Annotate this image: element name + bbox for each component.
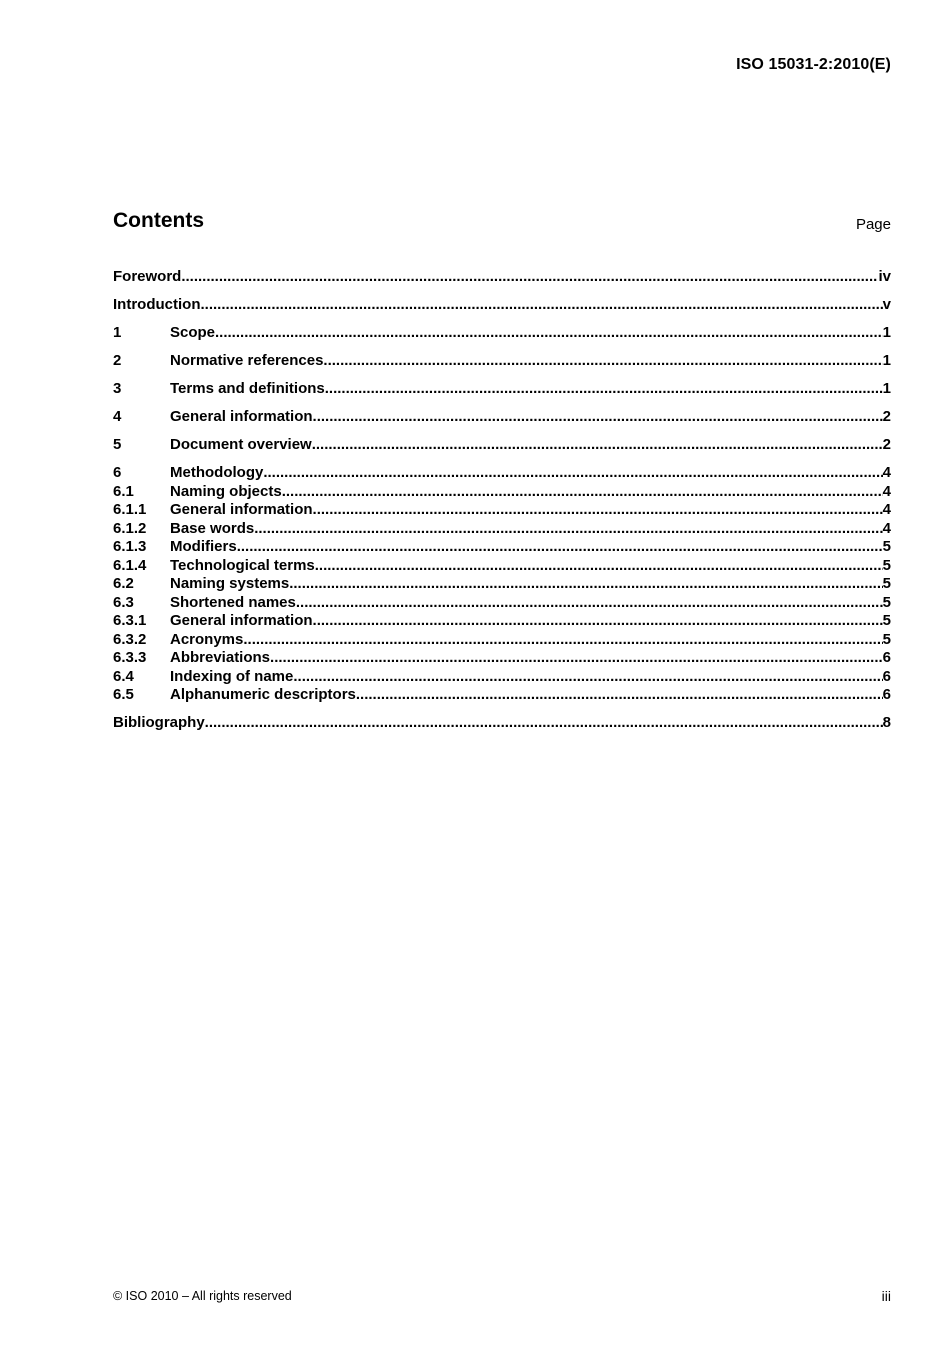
toc-entry[interactable]: [113, 408, 891, 427]
toc-dot-leader: [323, 352, 882, 369]
toc-entry-number: 6.3.1: [113, 612, 147, 629]
toc-dot-leader: [356, 686, 883, 703]
toc-entry-page: 2: [882, 408, 891, 425]
toc-entry-number: 6.3.3: [113, 649, 147, 666]
toc-entry-page: 8: [882, 714, 891, 731]
toc-dot-leader: [312, 436, 883, 453]
toc-entry-page: 1: [882, 380, 891, 397]
toc-entry-number: 6: [113, 464, 122, 481]
toc-entry-title: Naming systems: [170, 575, 290, 592]
toc-entry-number: 3: [113, 380, 122, 397]
toc-entry[interactable]: [113, 464, 891, 483]
toc-entry-number: 5: [113, 436, 122, 453]
toc-entry-page: 6: [882, 667, 891, 685]
toc-entry-title: Scope: [170, 324, 216, 341]
toc-entry[interactable]: [113, 501, 891, 520]
toc-entry[interactable]: [113, 594, 891, 613]
toc-entry-page: iv: [878, 268, 891, 285]
toc-entry-title: Bibliography: [113, 714, 205, 731]
document-id: ISO 15031-2:2010(E): [736, 56, 891, 73]
page-column-label: Page: [855, 216, 891, 233]
toc-entry-number: 6.1: [113, 482, 134, 500]
toc-entry-page: 6: [882, 686, 891, 703]
toc-dot-leader: [313, 408, 883, 425]
toc-entry[interactable]: [113, 575, 891, 594]
toc-entry[interactable]: [113, 612, 891, 631]
toc-dot-leader: [270, 649, 883, 666]
toc-entry-page: 5: [882, 538, 891, 555]
toc-dot-leader: [315, 557, 883, 574]
toc-entry-page: 4: [882, 464, 891, 481]
toc-entry[interactable]: [113, 520, 891, 539]
toc-entry[interactable]: [113, 686, 891, 705]
toc-dot-leader: [205, 714, 883, 731]
toc-entry[interactable]: [113, 714, 891, 733]
toc-entry-title: General information: [170, 501, 313, 518]
toc-entry-page: 5: [882, 593, 891, 611]
toc-entry[interactable]: [113, 380, 891, 399]
table-of-contents: [113, 268, 891, 733]
toc-entry[interactable]: [113, 631, 891, 650]
toc-entry[interactable]: [113, 668, 891, 687]
toc-entry-number: 6.5: [113, 686, 134, 703]
toc-entry-number: 2: [113, 352, 122, 369]
toc-dot-leader: [243, 631, 882, 648]
toc-entry-title: Naming objects: [170, 482, 282, 500]
toc-entry-title: Shortened names: [170, 593, 296, 611]
toc-entry[interactable]: [113, 296, 891, 315]
contents-heading: Contents: [113, 209, 204, 232]
toc-entry-title: Introduction: [113, 296, 201, 313]
toc-entry-page: 4: [882, 482, 891, 500]
toc-entry-page: 6: [882, 649, 891, 666]
toc-dot-leader: [200, 296, 882, 313]
toc-dot-leader: [296, 594, 883, 611]
toc-dot-leader: [293, 668, 882, 685]
toc-entry-page: 2: [882, 436, 891, 453]
toc-dot-leader: [325, 380, 883, 397]
toc-entry-page: 5: [882, 575, 891, 592]
toc-entry-title: General information: [170, 612, 313, 629]
toc-entry-number: 6.2: [113, 575, 134, 592]
toc-entry-title: Document overview: [170, 436, 312, 453]
toc-entry-number: 1: [113, 324, 122, 341]
toc-entry-title: Foreword: [113, 268, 182, 285]
toc-entry[interactable]: [113, 436, 891, 455]
toc-dot-leader: [313, 501, 883, 518]
toc-entry-page: 5: [882, 612, 891, 629]
toc-entry-page: 1: [882, 352, 891, 369]
toc-entry-page: v: [882, 296, 891, 313]
toc-entry-title: Methodology: [170, 464, 264, 481]
toc-entry[interactable]: [113, 324, 891, 343]
toc-entry[interactable]: [113, 538, 891, 557]
toc-entry-page: 5: [882, 630, 891, 648]
toc-entry-title: Indexing of name: [170, 667, 294, 685]
page-number: iii: [881, 1288, 891, 1304]
toc-entry-number: 6.1.2: [113, 519, 147, 537]
toc-entry-title: Abbreviations: [170, 649, 271, 666]
toc-dot-leader: [181, 268, 878, 285]
toc-entry-title: Base words: [170, 519, 255, 537]
toc-dot-leader: [263, 464, 882, 481]
toc-entry-title: Alphanumeric descriptors: [170, 686, 356, 703]
toc-dot-leader: [215, 324, 883, 341]
toc-dot-leader: [313, 612, 883, 629]
toc-entry-title: Terms and definitions: [170, 380, 325, 397]
toc-entry-number: 6.1.1: [113, 501, 147, 518]
toc-entry[interactable]: [113, 649, 891, 668]
toc-entry-title: Normative references: [170, 352, 324, 369]
toc-entry-number: 6.3: [113, 593, 134, 611]
toc-entry[interactable]: [113, 483, 891, 502]
toc-dot-leader: [282, 483, 883, 500]
toc-entry-number: 6.1.3: [113, 538, 147, 555]
copyright-notice: © ISO 2010 – All rights reserved: [113, 1289, 292, 1303]
toc-entry-page: 1: [882, 324, 891, 341]
toc-entry-title: General information: [170, 408, 313, 425]
toc-entry-title: Acronyms: [170, 630, 244, 648]
toc-entry-number: 6.4: [113, 667, 134, 685]
toc-entry-page: 4: [882, 501, 891, 518]
toc-dot-leader: [254, 520, 882, 537]
toc-entry-title: Modifiers: [170, 538, 237, 555]
toc-entry[interactable]: [113, 268, 891, 287]
toc-entry-page: 5: [882, 556, 891, 574]
toc-entry-page: 4: [882, 519, 891, 537]
toc-entry-number: 4: [113, 408, 122, 425]
toc-entry-number: 6.3.2: [113, 630, 147, 648]
toc-dot-leader: [237, 538, 883, 555]
toc-dot-leader: [289, 575, 882, 592]
toc-entry[interactable]: [113, 557, 891, 576]
toc-entry-title: Technological terms: [170, 556, 315, 574]
toc-entry-number: 6.1.4: [113, 556, 147, 574]
toc-entry[interactable]: [113, 352, 891, 371]
